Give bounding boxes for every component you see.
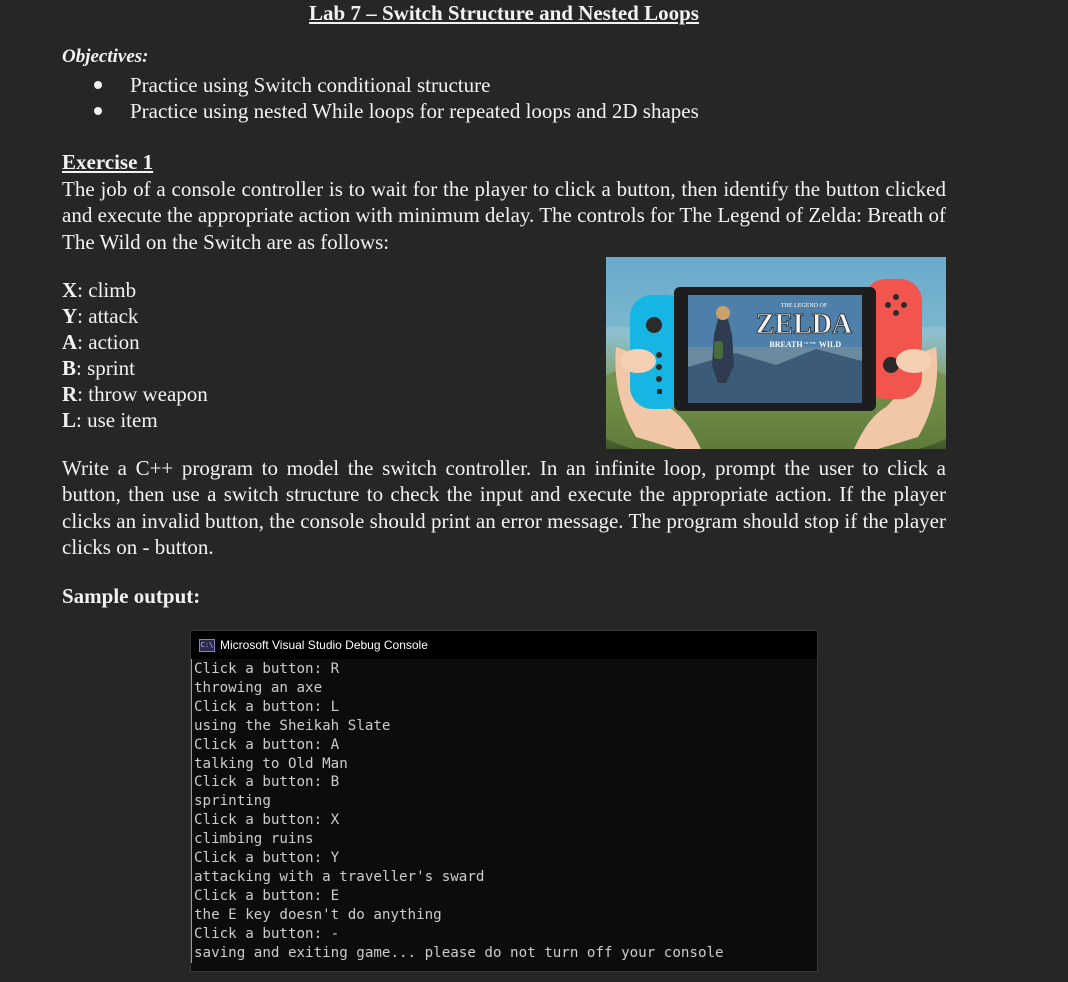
exercise-intro: The job of a console controller is to wait for the player to click a button, then identify the button clicked and execute the appropriate action with minimum delay. The controls for The Legend of Zelda: Breath of The Wild on the Switch are as follows: [62, 177, 946, 254]
control-item [62, 277, 208, 303]
control-item [62, 381, 208, 407]
console-line: Click a button: R [194, 661, 340, 677]
bullet-icon [94, 107, 102, 115]
exercise-task: Write a C++ program to model the switch controller. In an infinite loop, prompt the user to click a button, then use a switch structure to check the input and execute the appropriate action. If the player clicks an invalid button, the console should print an error message. The program should stop if the player clicks on - button. [62, 456, 946, 559]
objective-item [62, 98, 699, 124]
logo-of-the: OF THE [803, 341, 817, 345]
control-key: L [62, 408, 77, 432]
control-action: : use item [76, 408, 158, 432]
console-line: climbing ruins [194, 831, 314, 848]
control-item [62, 329, 208, 355]
control-item [62, 407, 208, 433]
debug-console-window [190, 630, 818, 972]
console-output [191, 659, 817, 963]
control-action: : attack [77, 304, 139, 328]
logo-breath: BREATH [769, 340, 803, 349]
console-line: sprinting [194, 793, 271, 810]
control-item [62, 355, 208, 381]
nintendo-switch-image [606, 257, 946, 449]
console-line: Click a button: - [194, 925, 340, 942]
switch-illustration [606, 257, 946, 449]
control-key: Y [62, 304, 78, 328]
control-key: B [62, 356, 77, 380]
control-action: : climb [77, 278, 137, 302]
console-line: using the Sheikah Slate [194, 717, 391, 734]
control-key: R [62, 382, 78, 406]
logo-wild: WILD [818, 340, 842, 349]
page-title: Lab 7 – Switch Structure and Nested Loops [309, 1, 699, 25]
control-key: A [62, 330, 78, 354]
console-titlebar[interactable] [191, 631, 817, 659]
console-line: throwing an axe [194, 679, 323, 696]
objective-item [62, 72, 699, 98]
exercise-heading: Exercise 1 [62, 150, 154, 174]
bullet-icon [94, 81, 102, 89]
control-key: X [62, 278, 78, 302]
console-line: Click a button: Y [194, 850, 340, 867]
objectives-list [62, 72, 699, 124]
console-line: Click a button: E [194, 887, 340, 904]
objectives-heading: Objectives: [62, 46, 149, 67]
console-line: talking to Old Man [194, 755, 348, 772]
logo-zelda: ZELDA [755, 309, 853, 340]
logo-legend-of: THE LEGEND OF [780, 303, 828, 309]
console-icon: C:\ [199, 639, 215, 652]
objective-text: Practice using Switch conditional structure [130, 73, 491, 97]
console-line: Click a button: L [194, 698, 340, 715]
console-line: attacking with a traveller's sward [194, 868, 485, 885]
control-action: : throw weapon [77, 382, 208, 406]
controls-list [62, 277, 208, 433]
console-line: the E key doesn't do anything [194, 906, 442, 923]
objective-text: Practice using nested While loops for repeated loops and 2D shapes [130, 99, 699, 123]
console-line: Click a button: X [194, 812, 340, 829]
console-line: Click a button: A [194, 736, 340, 753]
control-action: : action [77, 330, 140, 354]
console-line: Click a button: B [194, 774, 340, 791]
control-action: : sprint [76, 356, 135, 380]
console-line: saving and exiting game... please do not turn off your console [194, 944, 724, 961]
sample-output-heading: Sample output: [62, 584, 201, 608]
console-title: Microsoft Visual Studio Debug Console [220, 638, 428, 652]
control-item [62, 303, 208, 329]
